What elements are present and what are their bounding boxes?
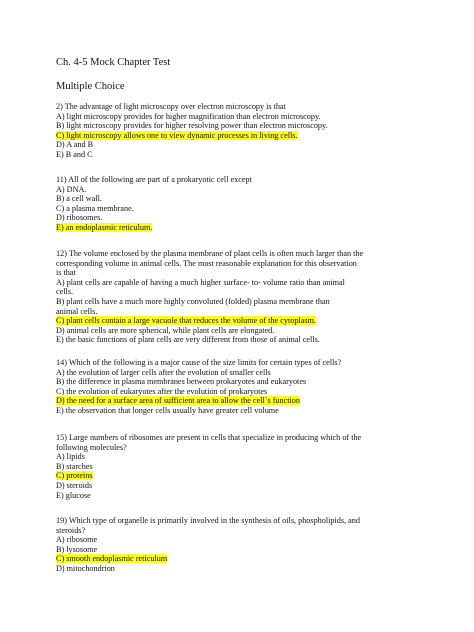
answer-line [56,377,356,387]
answer-line [56,287,356,297]
answer-line [56,443,356,453]
answer-line [56,554,356,564]
question-14 [56,358,356,416]
document-title: Ch. 4-5 Mock Chapter Test [56,57,171,68]
line-text: E) the observation that longer cells usually have greater cell volume [56,405,279,415]
question-stem-line [56,102,356,112]
line-text: 12) The volume enclosed by the plasma membrane of plant cells is often much larger than the [56,249,364,258]
question-2 [56,102,356,160]
answer-line [56,526,356,536]
line-text: B) a cell wall. [56,194,102,204]
answer-line [56,268,356,278]
line-text: B) the difference in plasma membranes between prokaryotes and eukaryotes [56,377,307,387]
answer-line [56,112,356,122]
line-text: D) animal cells are more spherical, while plant cells are elongated. [56,325,275,335]
line-text: A) plant cells are capable of having a much higher surface- to- volume ratio than animal [56,277,345,287]
answer-line [56,121,356,131]
answer-line [56,259,356,269]
answer-line [56,278,356,288]
line-text: A) DNA. [56,184,87,194]
line-text: D) ribosomes. [56,213,103,223]
answer-line [56,223,356,233]
answer-line [56,491,356,501]
line-text: A) light microscopy provides for higher magnification than electron microscopy. [56,111,321,121]
answer-line [56,471,356,481]
line-text: D) steroids [56,480,93,490]
answer-line [56,564,356,574]
highlighted-answer-text: D) the need for a surface area of sufficient area to allow the cell`s function [56,396,300,406]
answer-line [56,204,356,214]
line-text: corresponding volume in animal cells. The most reasonable explanation for this observation [56,258,357,268]
question-stem-line [56,516,360,526]
line-text: B) starches [56,461,93,471]
line-text: A) lipids [56,452,85,462]
answer-line [56,396,356,406]
answer-line [56,462,356,472]
answer-line [56,150,356,160]
question-19 [56,516,360,574]
answer-line [56,545,356,555]
line-text: 2) The advantage of light microscopy over electron microscopy is that [56,102,286,111]
line-text: 19) Which type of organelle is primarily involved in the synthesis of oils, phospholipids, and [56,516,360,525]
answer-line [56,326,356,336]
line-text: following molecules? [56,442,127,452]
line-text: D) mitochondrion [56,563,115,573]
line-text: is that [56,268,76,278]
line-text: B) lysosome [56,544,98,554]
line-text: D) A and B [56,140,94,150]
question-stem-line [56,175,356,185]
answer-line [56,297,356,307]
answer-line [56,213,356,223]
answer-line [56,140,356,150]
line-text: E) the basic functions of plant cells are very different from those of animal cells. [56,335,320,345]
line-text: E) glucose [56,490,91,500]
question-stem-line [56,249,364,259]
line-text: cells. [56,287,74,297]
highlighted-answer-text: C) smooth endoplasmic reticulum [56,554,168,564]
answer-line [56,316,356,326]
line-text: 14) Which of the following is a major cause of the size limits for certain types of cells? [56,358,342,367]
highlighted-answer-text: E) an endoplasmic reticulum. [56,222,153,232]
answer-line [56,131,356,141]
line-text: 11) All of the following are part of a prokaryotic cell except [56,175,252,184]
question-stem-line [56,433,362,443]
answer-line [56,481,356,491]
line-text: A) the evolution of larger cells after the evolution of smaller cells [56,367,271,377]
line-text: 15) Large numbers of ribosomes are present in cells that specialize in producing which of the [56,433,362,442]
highlighted-answer-text: C) light microscopy allows one to view dynamic processes in living cells. [56,130,298,140]
question-15 [56,433,362,500]
line-text: steroids? [56,525,86,535]
answer-line [56,194,356,204]
line-text: animal cells. [56,306,98,316]
question-11 [56,175,356,233]
answer-line [56,387,356,397]
highlighted-answer-text: C) proteins [56,471,93,481]
answer-line [56,406,356,416]
line-text: E) B and C [56,149,93,159]
answer-line [56,307,356,317]
answer-line [56,535,356,545]
answer-line [56,185,356,195]
line-text: B) plant cells have a much more highly convoluted (folded) plasma membrane than [56,296,330,306]
line-text: C) the evolution of eukaryotes after the evolution of prokaryotes [56,386,268,396]
line-text: C) a plasma membrane. [56,203,134,213]
question-stem-line [56,358,356,368]
section-heading: Multiple Choice [56,81,125,92]
answer-line [56,452,356,462]
question-12 [56,249,364,345]
line-text: B) light microscopy provides for higher resolving power than electron microscopy. [56,121,328,131]
highlighted-answer-text: C) plant cells contain a large vacuole that reduces the volume of the cytoplasm. [56,316,316,326]
answer-line [56,368,356,378]
line-text: A) ribosome [56,535,98,545]
answer-line [56,335,356,345]
